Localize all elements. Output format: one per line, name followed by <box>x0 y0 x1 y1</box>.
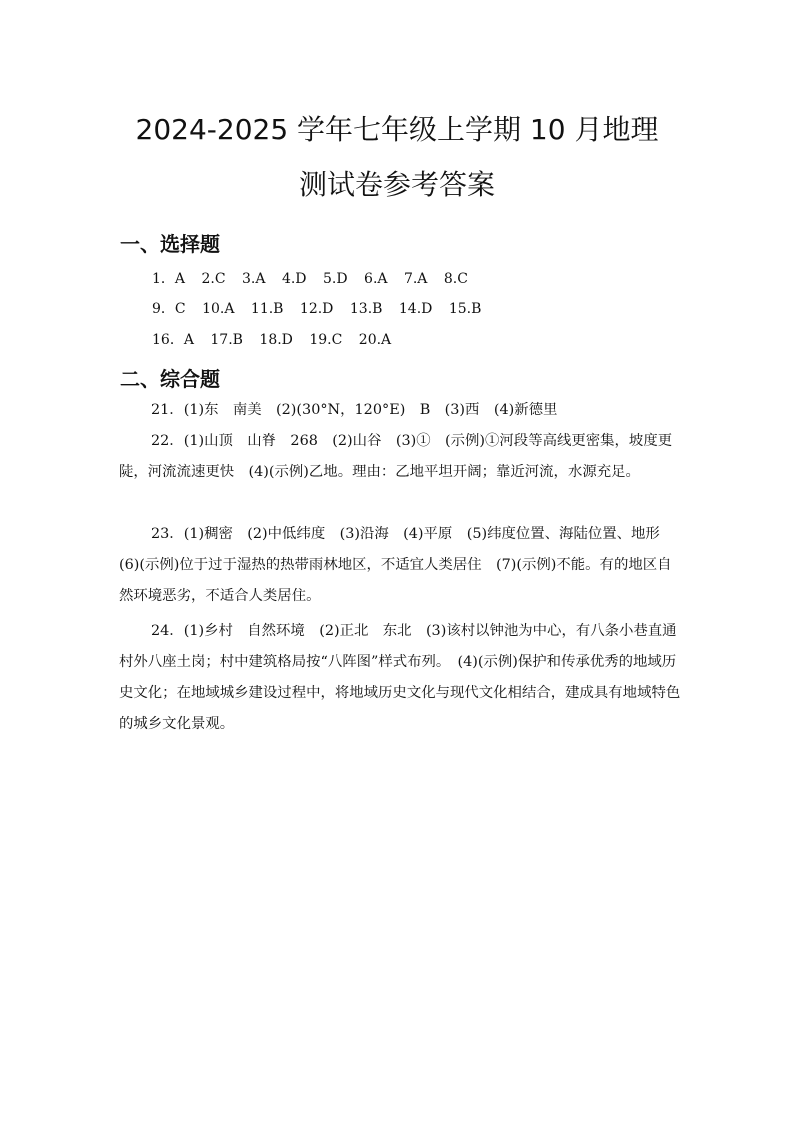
page-title-line-1: 2024-2025 学年七年级上学期 10 月地理 <box>135 113 659 146</box>
mc-answers-row-1 <box>152 268 480 288</box>
mc-answer: 11.B <box>250 301 284 317</box>
mc-answers-row-2 <box>152 298 493 318</box>
mc-answer: 3.A <box>242 271 266 287</box>
page-title-line-2: 测试卷参考答案 <box>298 168 495 201</box>
mc-answer: 15.B <box>448 301 482 317</box>
mc-answer: 10.A <box>202 301 235 317</box>
mc-answer: 7.A <box>403 271 428 287</box>
mc-answer: 14.D <box>398 301 433 317</box>
mc-answer: 16．A <box>152 332 194 348</box>
answer-paragraph-21: 21．(1)东 南美 (2)(30°N，120°E) B (3)西 (4)新德里 <box>151 402 558 418</box>
mc-answer: 20.A <box>358 332 392 348</box>
mc-answer: 19.C <box>309 332 343 348</box>
mc-answer: 1．A <box>152 271 186 287</box>
section-heading-multiple-choice: 一、选择题 <box>120 232 220 256</box>
section-heading-comprehensive: 二、综合题 <box>120 367 220 391</box>
mc-answer: 2.C <box>201 271 226 287</box>
answer-paragraph-23: 23．(1)稠密 (2)中低纬度 (3)沿海 (4)平原 (5)纬度位置、海陆位置、地形 (6)(示例)位于过于湿热的热带雨林地区，不适宜人类居住 (7)(示例)不能。有的地区自然环境恶劣，不适合人类居住。 <box>119 526 675 604</box>
mc-answer: 18.D <box>259 332 293 348</box>
mc-answer: 12.D <box>299 301 334 317</box>
answer-paragraph-22: 22．(1)山顶 山脊 268 (2)山谷 (3)① (示例)①河段等高线更密集，坡度更陡，河流流速更快 (4)(示例)乙地。理由：乙地平坦开阔；靠近河流，水源充足。 <box>119 433 673 480</box>
answer-paragraph-24: 24．(1)乡村 自然环境 (2)正北 东北 (3)该村以钟池为中心，有八条小巷直通村外八座土岗；村中建筑格局按“八阵图”样式布列。 (4)(示例)保护和传承优秀的地域历史文化；在地域城乡建设过程中，将地域历史文化与现代文化相结合，建成具有地域特色的城乡文化景观。 <box>119 623 681 732</box>
mc-answer: 8.C <box>443 271 468 287</box>
mc-answer: 5.D <box>322 271 348 287</box>
mc-answer: 9．C <box>152 301 186 317</box>
mc-answer: 13.B <box>349 301 383 317</box>
mc-answer: 17.B <box>210 332 243 348</box>
mc-answers-row-3 <box>152 329 403 349</box>
mc-answer: 4.D <box>281 271 307 287</box>
mc-answer: 6.A <box>364 271 388 287</box>
